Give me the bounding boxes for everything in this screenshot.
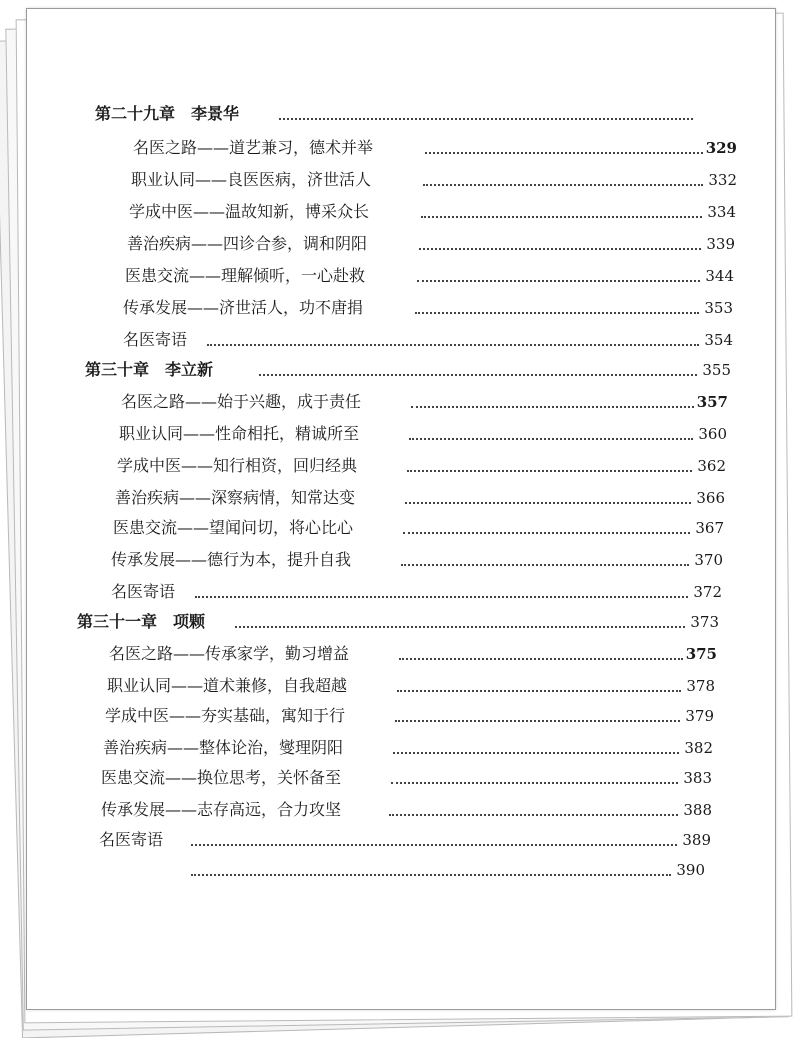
toc-chapter-row [85,357,731,383]
chapter-title: 第二十九章 李景华 [95,101,239,127]
page-number: 373 [690,613,719,631]
section-title: 传承发展——济世活人，功不唐捐 [123,295,363,321]
leader-dots [409,438,693,440]
section-title: 善治疾病——深察病情，知常达变 [115,485,355,511]
leader-dots [259,374,697,376]
section-title: 名医之路——传承家学，勤习增益 [109,641,349,667]
leader-dots [395,720,680,722]
toc-section-row [123,295,733,321]
toc-section-row [117,453,726,479]
page-number: 378 [686,677,715,695]
section-title: 名医寄语 [123,327,187,353]
page-number: 379 [685,707,714,725]
toc-section-row [115,485,725,511]
section-title: 善治疾病——四诊合参，调和阴阳 [127,231,367,257]
page-number: 353 [704,299,733,317]
chapter-title: 第三十一章 项颗 [77,609,205,635]
page-number: 382 [684,739,713,757]
leader-dots [397,690,681,692]
toc-section-row [127,231,735,257]
leader-dots [425,152,703,154]
leader-dots [191,844,677,846]
section-title: 名医之路——始于兴趣，成于责任 [121,389,361,415]
section-title: 传承发展——德行为本，提升自我 [111,547,351,573]
page-number: 355 [702,361,731,379]
leader-dots [421,216,702,218]
toc-chapter-row [95,101,727,127]
section-title: 名医之路——道艺兼习，德术并举 [133,135,373,161]
section-title: 学成中医——知行相资，回归经典 [117,453,357,479]
toc-section-row [121,389,728,415]
toc-section-row [111,579,722,605]
toc-section-row [123,327,733,353]
section-title: 善治疾病——整体论治，燮理阴阳 [103,735,343,761]
page-number: 334 [707,203,736,221]
section-title: 学成中医——温故知新，博采众长 [129,199,369,225]
page-number: 388 [683,801,712,819]
toc-section-row [99,857,705,883]
page-number: 375 [685,645,717,663]
page-number: 332 [708,171,737,189]
leader-dots [401,564,689,566]
leader-dots [389,814,678,816]
leader-dots [419,248,701,250]
leader-dots [407,470,692,472]
toc-page [26,8,776,1010]
section-title: 职业认同——性命相托，精诚所至 [119,421,359,447]
section-title: 名医寄语 [99,827,163,853]
page-number: 339 [706,235,735,253]
leader-dots [207,344,699,346]
leader-dots [191,874,671,876]
page-number: 354 [704,331,733,349]
toc-section-row [125,263,734,289]
page-number: 329 [705,139,737,157]
page-number: 367 [695,519,724,537]
leader-dots [195,596,688,598]
toc-section-row [131,167,737,193]
page-number: 383 [683,769,712,787]
toc-section-row [119,421,727,447]
section-title: 职业认同——良医医病，济世活人 [131,167,371,193]
leader-dots [279,118,693,120]
page-number: 362 [697,457,726,475]
toc-section-row [113,515,724,541]
section-title: 学成中医——夯实基础，寓知于行 [105,703,345,729]
toc-section-row [103,735,713,761]
section-title: 职业认同——道术兼修，自我超越 [107,673,347,699]
page-number: 360 [698,425,727,443]
section-title: 传承发展——志存高远，合力攻坚 [101,797,341,823]
section-title: 医患交流——换位思考，关怀备至 [101,765,341,791]
page-number: 370 [694,551,723,569]
toc-section-row [111,547,723,573]
leader-dots [399,658,683,660]
leader-dots [415,312,699,314]
toc-section-row [105,703,714,729]
leader-dots [393,752,679,754]
toc-section-row [101,797,712,823]
toc-section-row [129,199,736,225]
toc-section-row [109,641,717,667]
chapter-title: 第三十章 李立新 [85,357,213,383]
page-number: 366 [696,489,725,507]
toc-section-row [99,827,711,853]
leader-dots [405,502,691,504]
leader-dots [423,184,703,186]
toc-section-row [107,673,715,699]
page-number: 390 [676,861,705,879]
section-title: 医患交流——理解倾听，一心赴救 [125,263,365,289]
leader-dots [411,406,694,408]
page-number: 344 [705,267,734,285]
section-title: 医患交流——望闻问切，将心比心 [113,515,353,541]
page-number: 389 [682,831,711,849]
leader-dots [417,280,700,282]
section-title: 名医寄语 [111,579,175,605]
toc-section-row [101,765,712,791]
page-number: 357 [696,393,728,411]
toc-section-row [133,135,737,161]
toc-chapter-row [77,609,719,635]
leader-dots [403,532,690,534]
leader-dots [391,782,678,784]
leader-dots [235,626,685,628]
page-number: 372 [693,583,722,601]
